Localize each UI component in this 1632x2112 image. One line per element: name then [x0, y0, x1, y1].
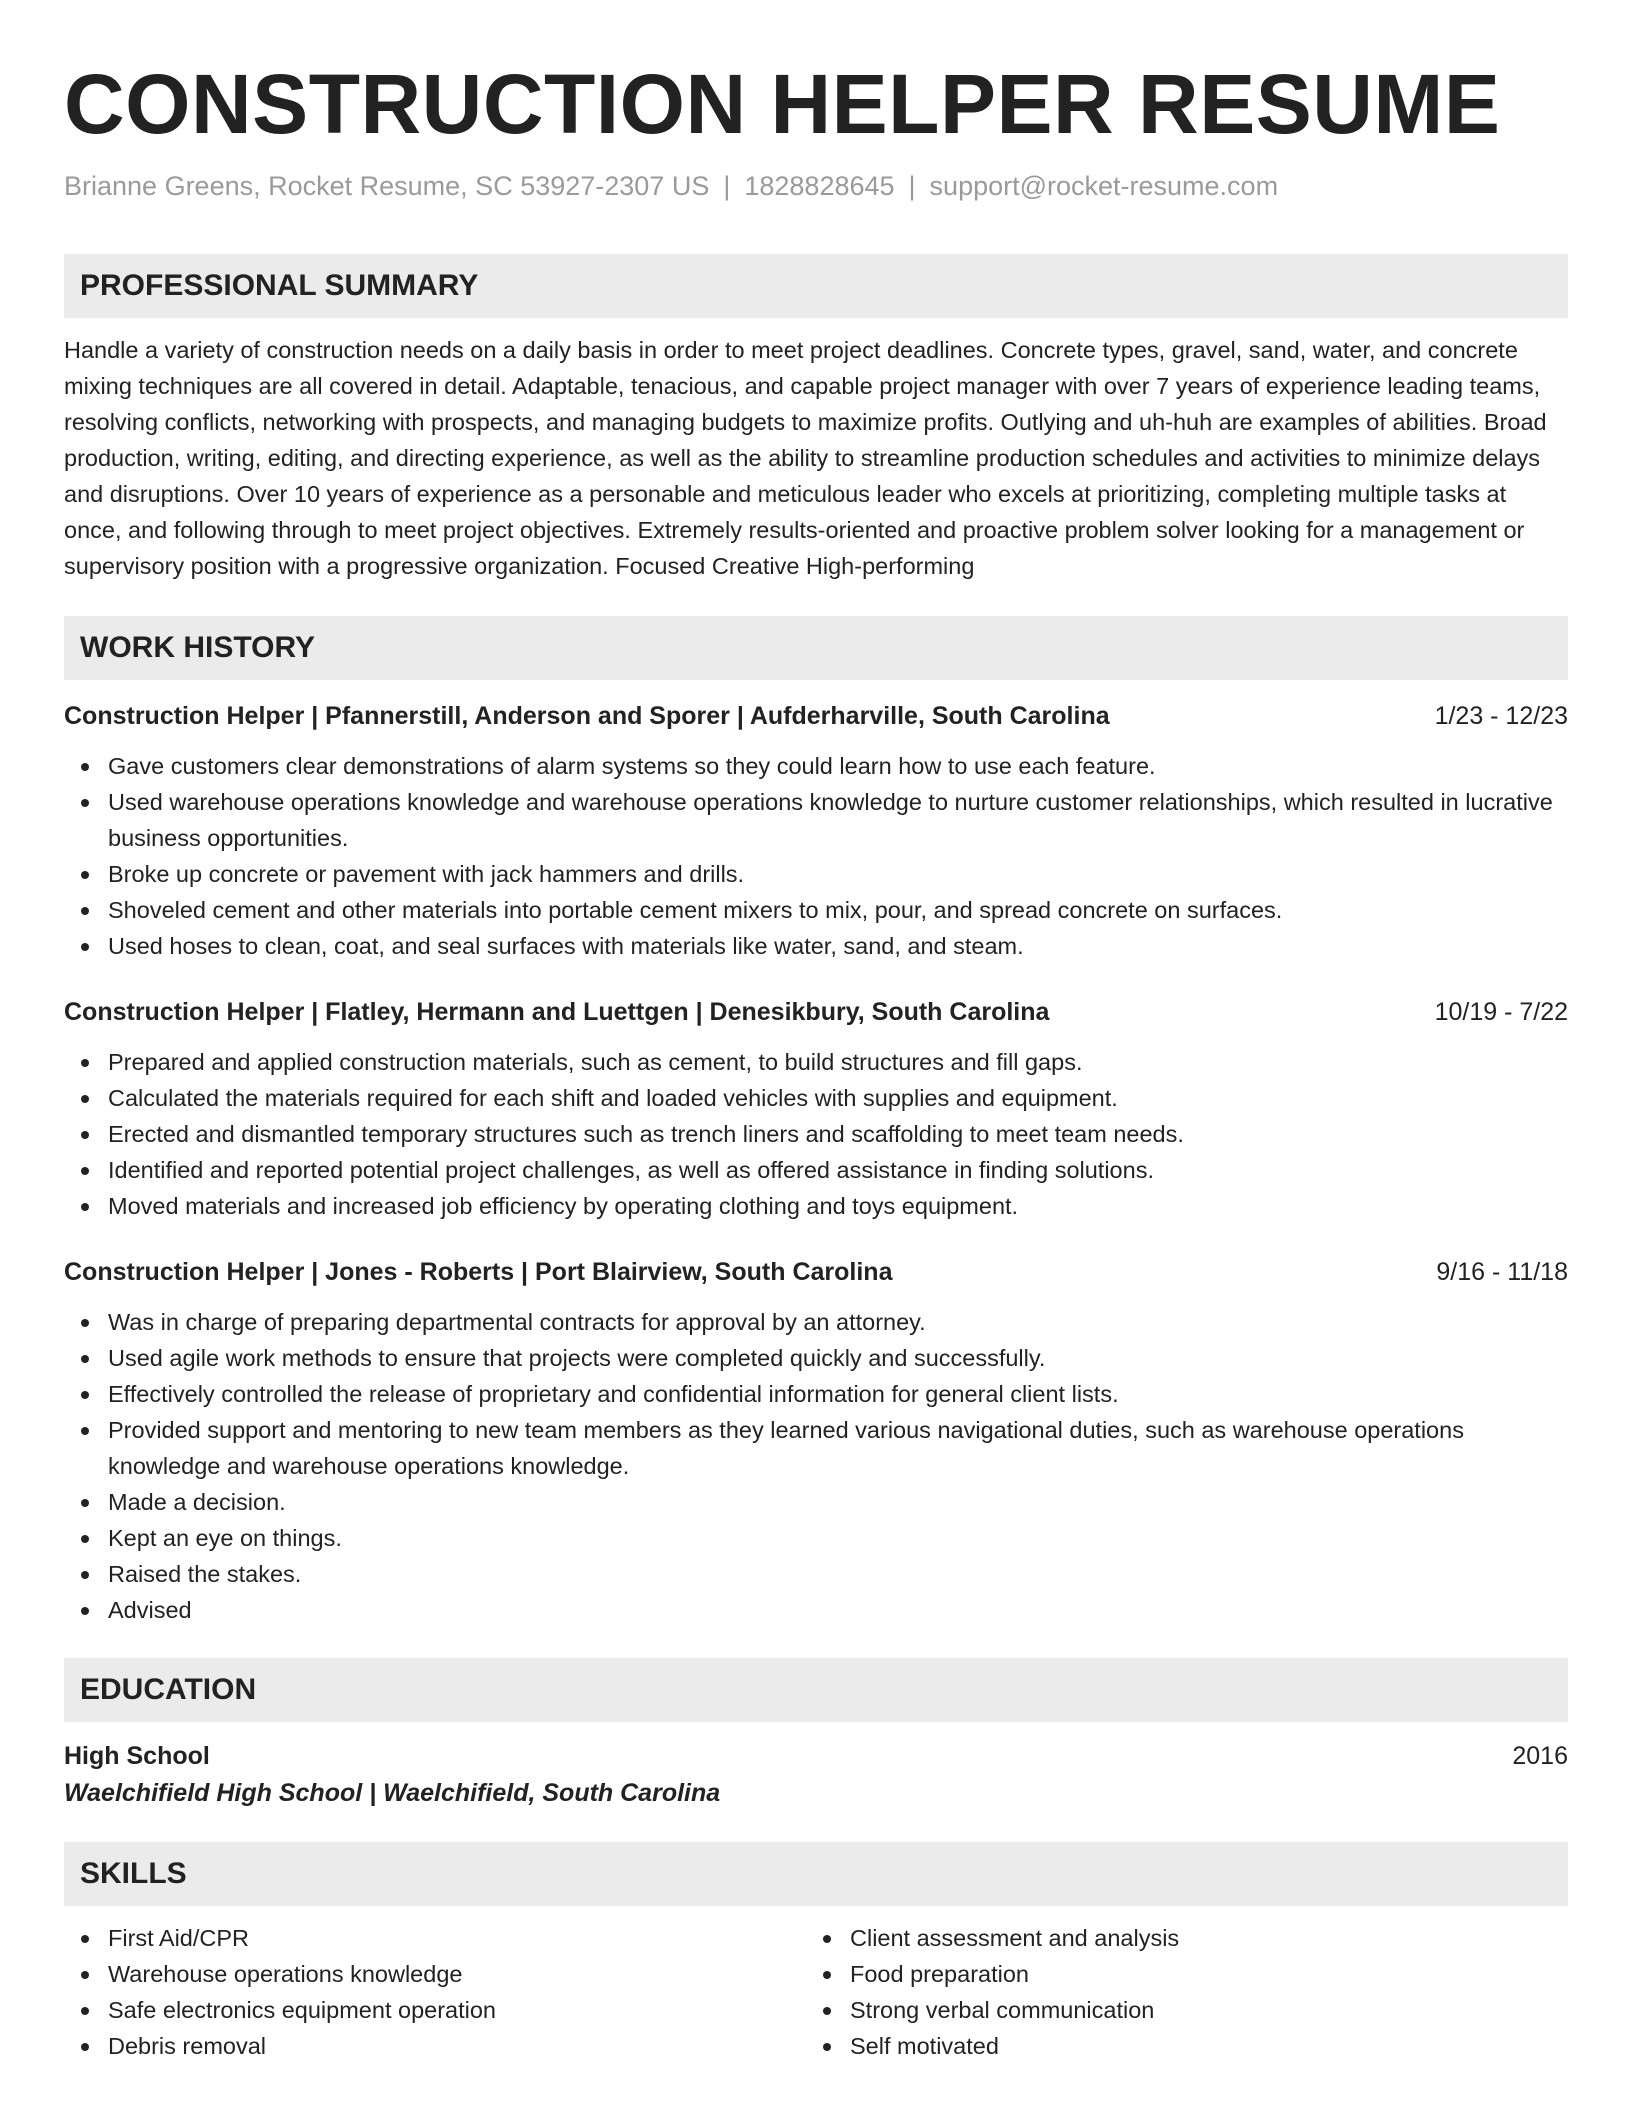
education-header [64, 1738, 1568, 1774]
bullet-item: Broke up concrete or pavement with jack hammers and drills. [64, 856, 1568, 892]
job-entry [64, 994, 1568, 1224]
contact-separator: | [723, 171, 731, 201]
bullet-item: Was in charge of preparing departmental contracts for approval by an attorney. [64, 1304, 1568, 1340]
bullet-item: Calculated the materials required for each shift and loaded vehicles with supplies and equipment. [64, 1080, 1568, 1116]
job-header [64, 994, 1568, 1030]
skill-item: Client assessment and analysis [806, 1920, 1548, 1956]
resume-page [64, 0, 1568, 2064]
skills-column-left [64, 1920, 806, 2064]
summary-text: Handle a variety of construction needs on a daily basis in order to meet project deadlines. Concrete types, gravel, sand, water, and concrete mixing techniques are all covered in detail. Adaptable, tenacious, and capable project manager with over 7 years of experience leading teams, resolving conflicts, networking with prospects, and managing budgets to maximize profits. Outlying and uh-huh are examples of abilities. Broad production, writing, editing, and directing experience, as well as the ability to streamline production schedules and activities to minimize delays and disruptions. Over 10 years of experience as a personable and meticulous leader who excels at prioritizing, completing multiple tasks at once, and following through to meet project objectives. Extremely results-oriented and proactive problem solver looking for a management or supervisory position with a progressive organization. Focused Creative High-performing [64, 337, 1547, 579]
job-bullets [64, 1044, 1568, 1224]
section-heading-skills: SKILLS [64, 1842, 1568, 1906]
section-heading-summary: PROFESSIONAL SUMMARY [64, 254, 1568, 318]
skills-grid [64, 1920, 1568, 2064]
education-school: Waelchifield High School | Waelchifield, South Carolina [64, 1779, 721, 1807]
job-header [64, 698, 1568, 734]
bullet-item: Kept an eye on things. [64, 1520, 1568, 1556]
bullet-item: Used warehouse operations knowledge and warehouse operations knowledge to nurture customer relationships, which resulted in lucrative business opportunities. [64, 784, 1568, 856]
bullet-item: Identified and reported potential project challenges, as well as offered assistance in finding solutions. [64, 1152, 1568, 1188]
bullet-item: Used agile work methods to ensure that projects were completed quickly and successfully. [64, 1340, 1568, 1376]
bullet-item: Effectively controlled the release of proprietary and confidential information for general client lists. [64, 1376, 1568, 1412]
bullet-item: Moved materials and increased job efficiency by operating clothing and toys equipment. [64, 1188, 1568, 1224]
job-entry [64, 698, 1568, 964]
job-dates: 10/19 - 7/22 [1434, 998, 1568, 1026]
section-heading-work-history: WORK HISTORY [64, 616, 1568, 680]
bullet-item: Raised the stakes. [64, 1556, 1568, 1592]
education-year: 2016 [1512, 1742, 1568, 1770]
contact-address: Brianne Greens, Rocket Resume, SC 53927-2307 US [64, 171, 710, 201]
job-bullets [64, 1304, 1568, 1628]
job-bullets [64, 748, 1568, 964]
skill-item: Warehouse operations knowledge [64, 1956, 806, 1992]
job-dates: 1/23 - 12/23 [1434, 702, 1568, 730]
bullet-item: Shoveled cement and other materials into portable cement mixers to mix, pour, and spread concrete on surfaces. [64, 892, 1568, 928]
job-title: Construction Helper | Jones - Roberts | Port Blairview, South Carolina [64, 1258, 893, 1286]
section-heading-education: EDUCATION [64, 1658, 1568, 1722]
contact-email: support@rocket-resume.com [929, 171, 1279, 201]
bullet-item: Used hoses to clean, coat, and seal surfaces with materials like water, sand, and steam. [64, 928, 1568, 964]
skill-item: Food preparation [806, 1956, 1548, 1992]
skill-item: Self motivated [806, 2028, 1548, 2064]
bullet-item: Erected and dismantled temporary structures such as trench liners and scaffolding to meet team needs. [64, 1116, 1568, 1152]
skill-item: First Aid/CPR [64, 1920, 806, 1956]
bullet-item: Gave customers clear demonstrations of alarm systems so they could learn how to use each feature. [64, 748, 1568, 784]
job-title: Construction Helper | Flatley, Hermann and Luettgen | Denesikbury, South Carolina [64, 998, 1050, 1026]
skill-item: Safe electronics equipment operation [64, 1992, 806, 2028]
job-title: Construction Helper | Pfannerstill, Anderson and Sporer | Aufderharville, South Carolina [64, 702, 1110, 730]
skill-item: Debris removal [64, 2028, 806, 2064]
resume-title: CONSTRUCTION HELPER RESUME [64, 57, 1501, 151]
bullet-item: Prepared and applied construction materials, such as cement, to build structures and fill gaps. [64, 1044, 1568, 1080]
contact-phone: 1828828645 [744, 171, 895, 201]
bullet-item: Made a decision. [64, 1484, 1568, 1520]
job-entry [64, 1254, 1568, 1628]
job-header [64, 1254, 1568, 1290]
contact-separator: | [908, 171, 916, 201]
skill-item: Strong verbal communication [806, 1992, 1548, 2028]
education-degree: High School [64, 1742, 210, 1770]
bullet-item: Provided support and mentoring to new team members as they learned various navigational duties, such as warehouse operations knowledge and warehouse operations knowledge. [64, 1412, 1568, 1484]
bullet-item: Advised [64, 1592, 1568, 1628]
skills-column-right [806, 1920, 1548, 2064]
job-dates: 9/16 - 11/18 [1436, 1258, 1568, 1286]
contact-line [64, 168, 1568, 204]
